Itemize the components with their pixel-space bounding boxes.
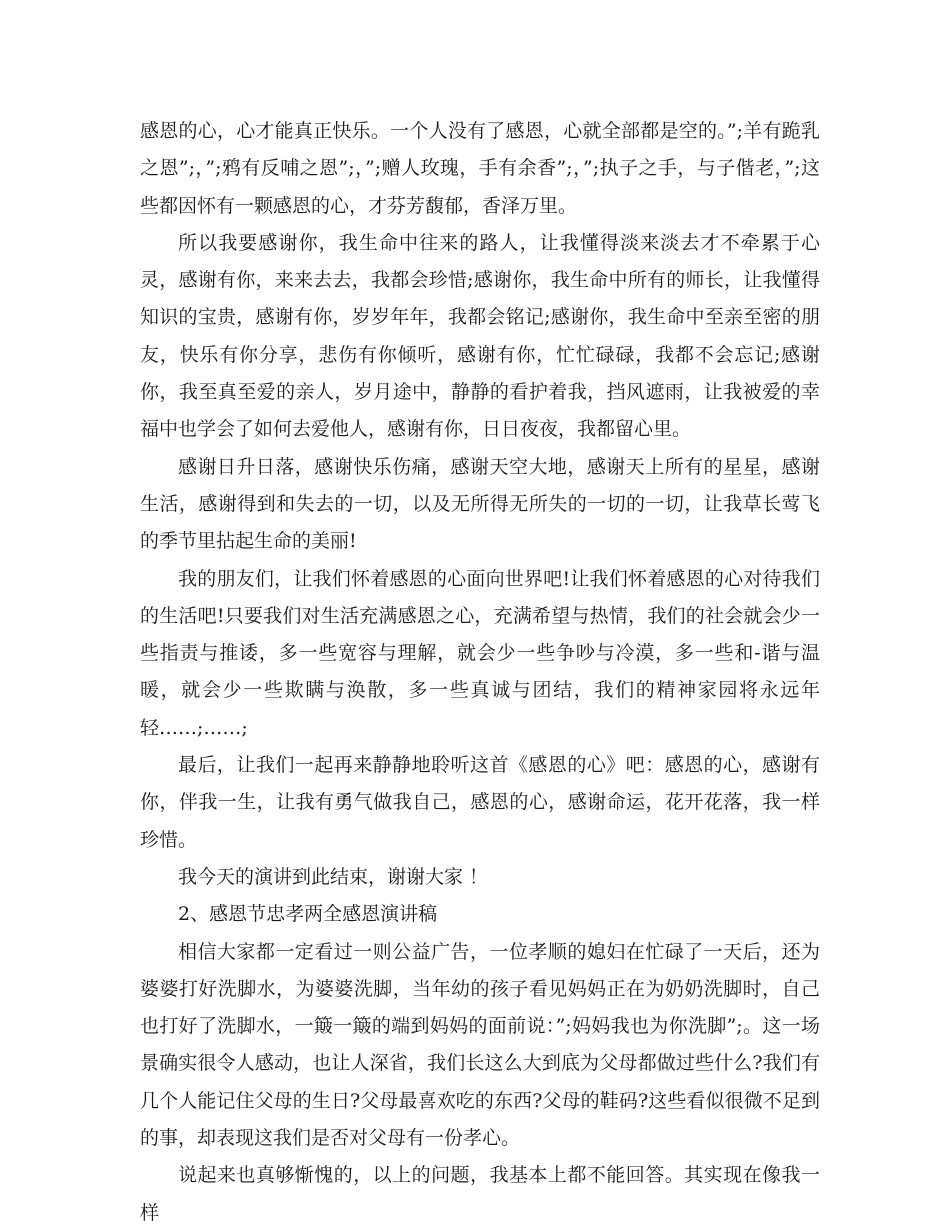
paragraph-2: 所以我要感谢你，我生命中往来的路人，让我懂得淡来淡去才不牵累于心灵，感谢有你，来来去去，我都会珍惜;感谢你，我生命中所有的师长，让我懂得知识的宝贵，感谢有你，岁岁年年，我都会铭记;感谢你，我生命中至亲至密的朋友，快乐有你分享，悲伤有你倾听，感谢有你，忙忙碌碌，我都不会忘记;感谢你，我至真至爱的亲人，岁月途中，静静的看护着我，挡风遮雨，让我被爱的幸福中也学会了如何去爱他人，感谢有你，日日夜夜，我都留心里。: [140, 231, 820, 441]
document-body: [140, 113, 820, 1232]
paragraph-3: 感谢日升日落，感谢快乐伤痛，感谢天空大地，感谢天上所有的星星，感谢生活，感谢得到和失去的一切，以及无所得无所失的一切的一切，让我草长莺飞的季节里拈起生命的美丽!: [140, 455, 820, 553]
paragraph-5: 最后，让我们一起再来静静地聆听这首《感恩的心》吧：感恩的心，感谢有你，伴我一生，让我有勇气做我自己，感恩的心，感谢命运，花开花落，我一样珍惜。: [140, 754, 820, 851]
section-heading: 2、感恩节忠孝两全感恩演讲稿: [178, 903, 438, 926]
paragraph-4: 我的朋友们，让我们怀着感恩的心面向世界吧!让我们怀着感恩的心对待我们的生活吧!只要我们对生活充满感恩之心，充满希望与热情，我们的社会就会少一些指责与推诿，多一些宽容与理解，就会少一些争吵与冷漠，多一些和-谐与温暖，就会少一些欺瞒与涣散，多一些真诚与团结，我们的精神家园将永远年轻……;……;: [140, 567, 820, 739]
paragraph-1: 感恩的心，心才能真正快乐。一个人没有了感恩，心就全部都是空的。”;羊有跪乳之恩”;，”;鸦有反哺之恩”;，”;赠人玫瑰，手有余香”;，”;执子之手，与子偕老，”;这些都因怀有一颗感恩的心，才芬芳馥郁，香泽万里。: [140, 120, 820, 217]
paragraph-8: 说起来也真够惭愧的，以上的问题，我基本上都不能回答。其实现在像我一样: [140, 1164, 820, 1224]
paragraph-6: 我今天的演讲到此结束，谢谢大家 ！: [178, 865, 489, 888]
paragraph-7: 相信大家都一定看过一则公益广告，一位孝顺的媳妇在忙碌了一天后，还为婆婆打好洗脚水，为婆婆洗脚，当年幼的孩子看见妈妈正在为奶奶洗脚时，自己也打好了洗脚水，一簸一簸的端到妈妈的面前说：”;妈妈我也为你洗脚”;。这一场景确实很令人感动，也让人深省，我们长这么大到底为父母都做过些什么?我们有几个人能记住父母的生日?父母最喜欢吃的东西?父母的鞋码?这些看似很微不足到的事，却表现这我们是否对父母有一份孝心。: [140, 940, 820, 1150]
